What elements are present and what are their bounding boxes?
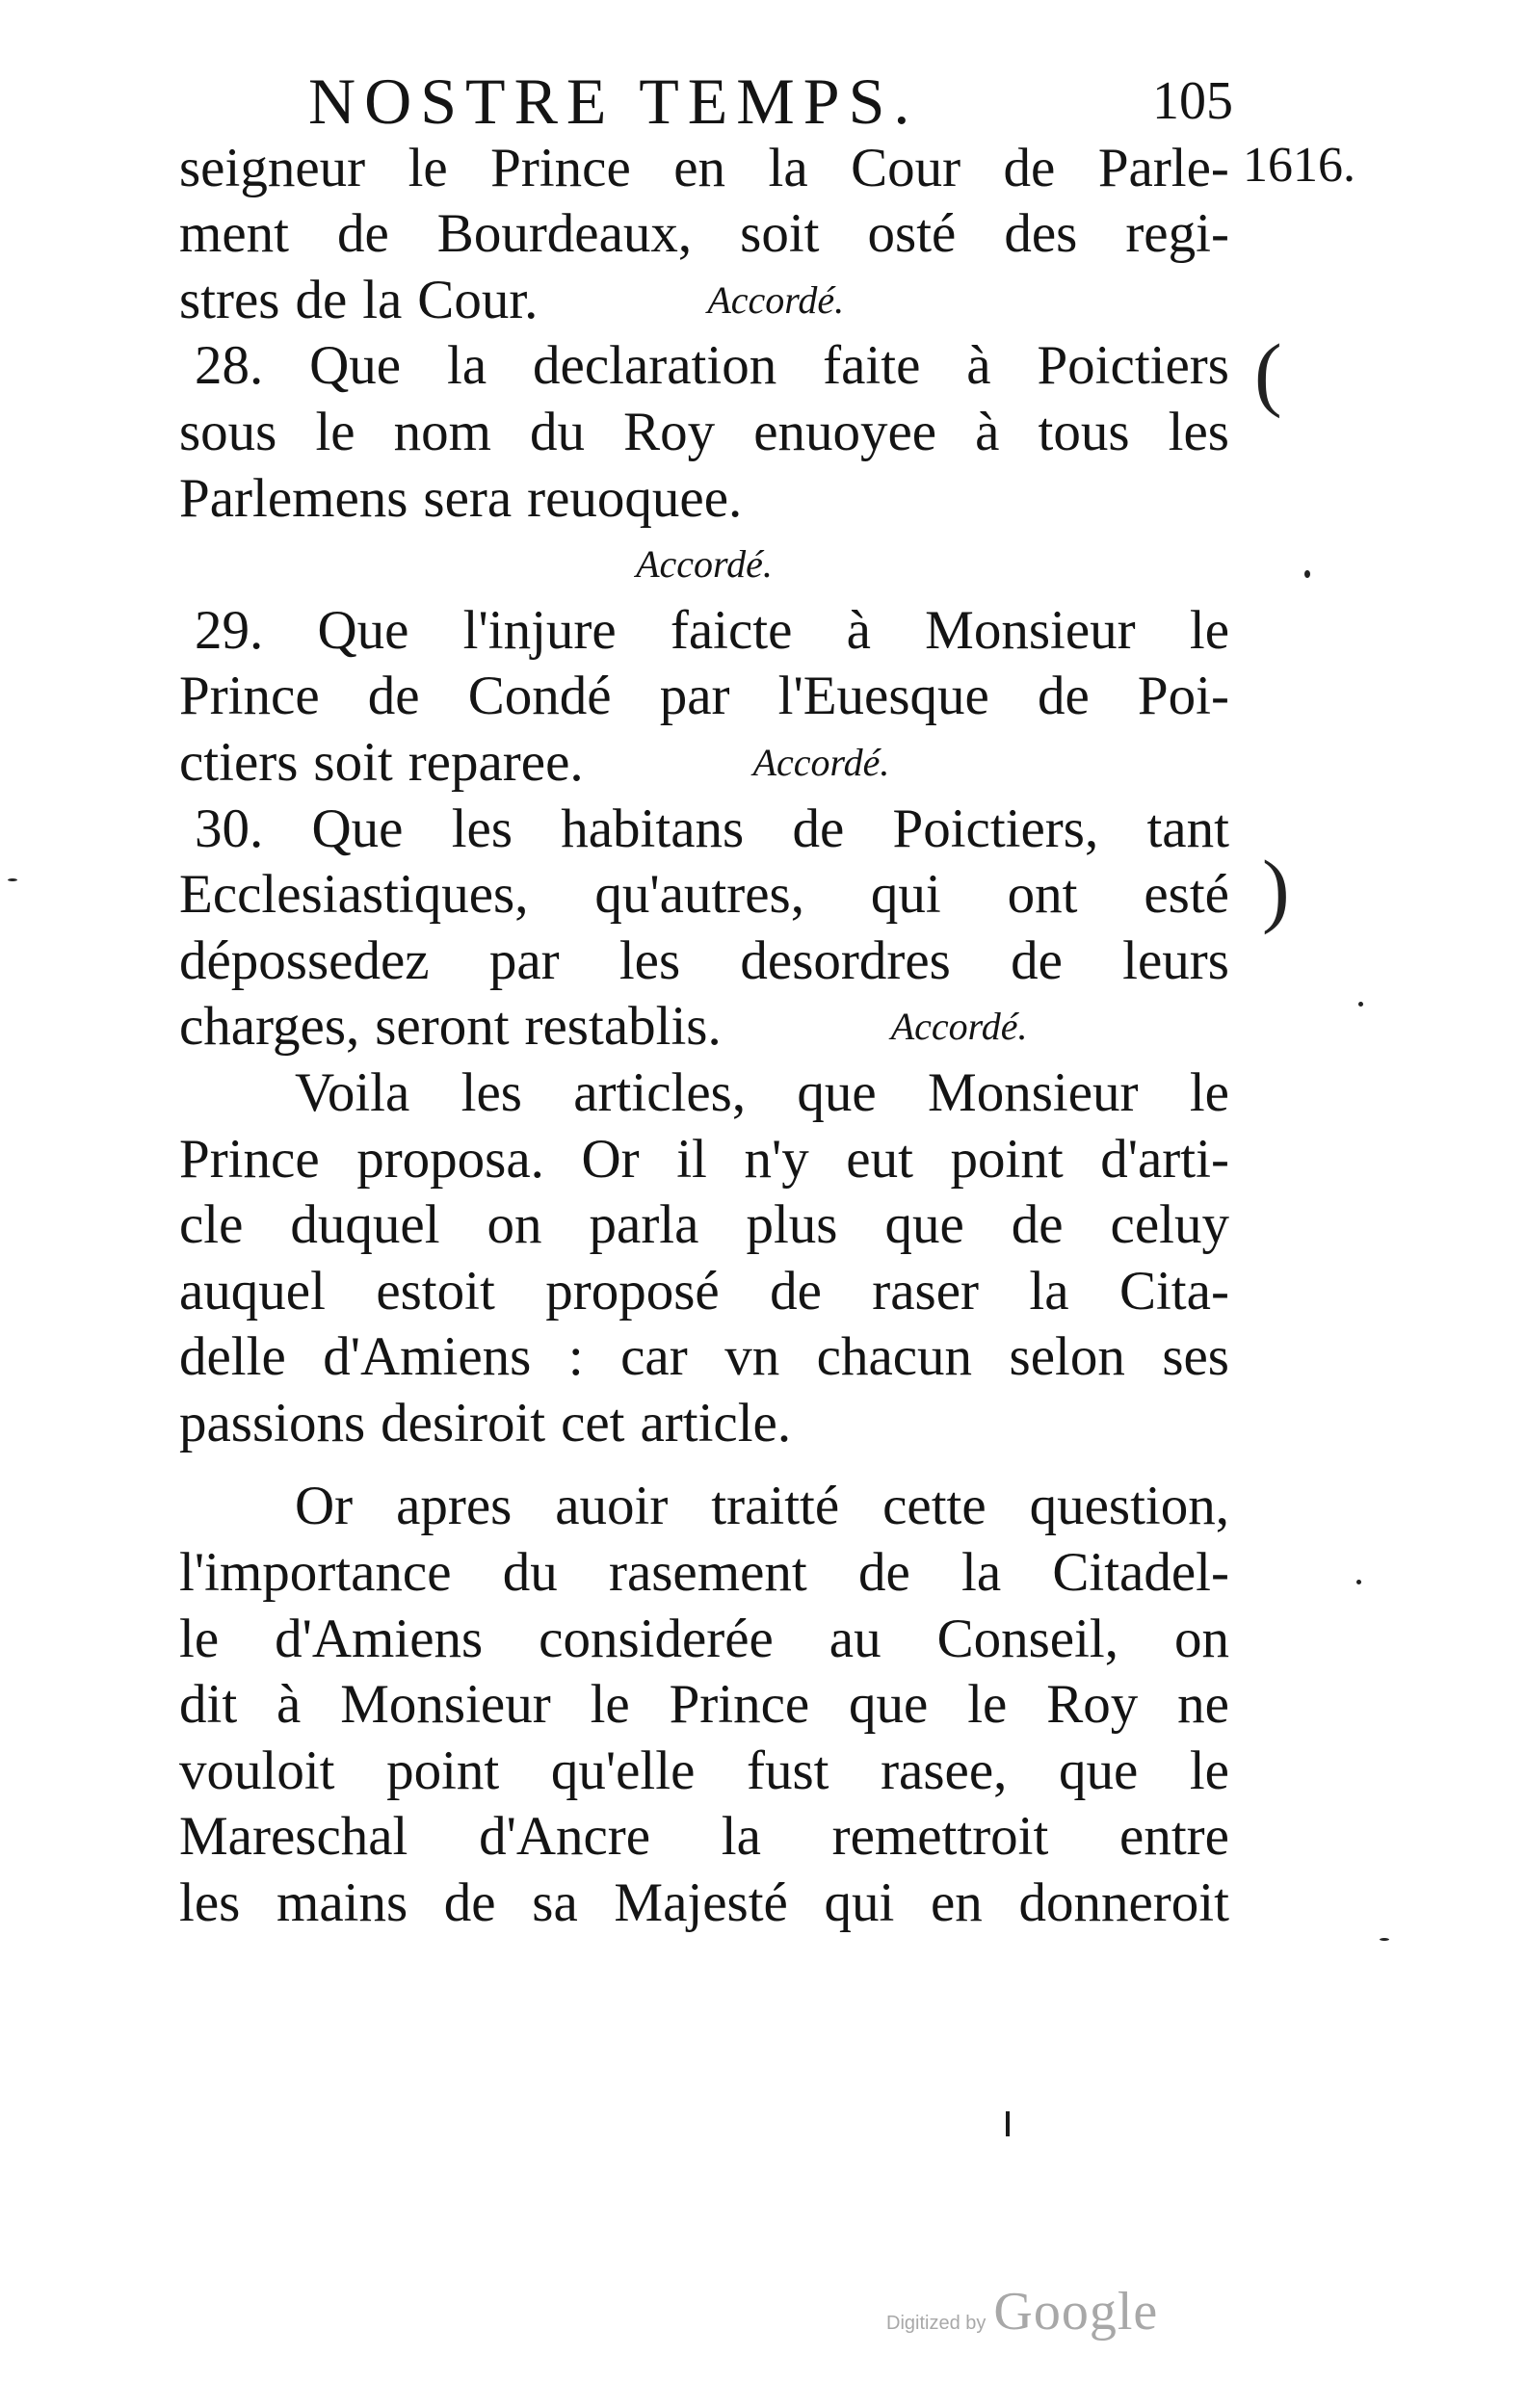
word: rasee,: [881, 1740, 1008, 1801]
word: Majesté: [614, 1872, 788, 1934]
word: n'y: [744, 1128, 809, 1190]
word: Poi-: [1137, 666, 1229, 727]
word: :: [567, 1326, 584, 1388]
word: Condé: [467, 666, 612, 727]
word: Cita-: [1118, 1260, 1229, 1322]
word: faite: [823, 335, 921, 397]
word: sera: [423, 467, 513, 529]
word: le: [315, 401, 355, 462]
text-line: [179, 1539, 1229, 1606]
ink-speck: [1304, 570, 1310, 578]
word: Monsieur: [340, 1674, 551, 1736]
word: le: [590, 1674, 630, 1736]
word: ont: [1007, 864, 1078, 926]
word: de: [792, 798, 845, 859]
page-number: 105: [1152, 71, 1233, 131]
word: les: [618, 929, 681, 991]
word: la: [960, 1542, 1002, 1604]
word: ment: [179, 203, 289, 265]
word: eut: [846, 1128, 913, 1190]
accorde-note: Accordé.: [890, 1005, 1028, 1049]
word: au: [829, 1608, 881, 1669]
word: mains: [276, 1872, 408, 1934]
text-line: [179, 333, 1229, 400]
word: que: [1058, 1740, 1139, 1801]
word: plus: [746, 1194, 838, 1256]
word: Conseil,: [936, 1608, 1118, 1669]
word: que: [797, 1061, 877, 1123]
word: de: [1037, 666, 1090, 727]
word: article.: [640, 1392, 792, 1453]
word: qu'autres,: [594, 864, 804, 926]
text-line: [179, 1324, 1229, 1391]
text-line: [179, 1126, 1229, 1192]
margin-note-year: 1616.: [1243, 138, 1355, 193]
word: desordres: [740, 929, 951, 991]
word: auquel: [179, 1260, 326, 1322]
word: Prince: [669, 1674, 810, 1736]
word: Citadel-: [1052, 1542, 1229, 1604]
word: soit: [740, 203, 820, 265]
word: cet: [561, 1392, 625, 1453]
ink-mark: [1006, 2111, 1010, 2136]
word: proposa.: [356, 1128, 544, 1190]
word: cette: [882, 1476, 987, 1537]
word: tant: [1146, 798, 1229, 859]
word: question,: [1029, 1476, 1229, 1537]
word: cle: [179, 1194, 244, 1256]
word: à: [276, 1674, 302, 1736]
word: qu'elle: [550, 1740, 696, 1801]
word: passions: [179, 1392, 366, 1453]
word: la: [1029, 1260, 1069, 1322]
text-line: [179, 465, 1229, 532]
word: la: [721, 1806, 761, 1868]
word: desiroit: [381, 1392, 546, 1453]
word: donneroit: [1018, 1872, 1229, 1934]
word: considerée: [539, 1608, 774, 1669]
word: d'Ancre: [479, 1806, 651, 1868]
text-line: [179, 135, 1229, 201]
word: Or: [581, 1128, 640, 1190]
word: entre: [1119, 1806, 1229, 1868]
word: restablis.: [524, 996, 722, 1058]
text-line: [179, 1738, 1229, 1804]
word: en: [673, 137, 726, 198]
word: enuoyee: [753, 401, 937, 462]
word: par: [659, 666, 730, 727]
word: soit: [313, 731, 393, 793]
word: il: [676, 1128, 707, 1190]
word: raser: [872, 1260, 980, 1322]
word: d'Amiens: [323, 1326, 532, 1388]
word: le: [1189, 1061, 1229, 1123]
word: Parle-: [1097, 137, 1229, 198]
text-line: [179, 1672, 1229, 1739]
word: apres: [396, 1476, 513, 1537]
word: Que: [309, 335, 402, 397]
text-line: [179, 532, 1229, 598]
word: tous: [1038, 401, 1130, 462]
word: l'Euesque: [777, 666, 989, 727]
body-text: [179, 135, 1229, 1936]
word: les: [1168, 401, 1229, 462]
word: stres: [179, 269, 280, 330]
word: reuoquee.: [527, 467, 743, 529]
text-line: [179, 1192, 1229, 1259]
word: des: [1004, 203, 1078, 265]
word: 28.: [195, 335, 264, 397]
word: d'Amiens: [275, 1608, 484, 1669]
word: dit: [179, 1674, 238, 1736]
word: de: [1011, 929, 1063, 991]
word: leurs: [1122, 929, 1229, 991]
word: le: [967, 1674, 1008, 1736]
word: on: [1173, 1608, 1229, 1669]
word: l'importance: [179, 1542, 452, 1604]
ink-speck: [1358, 1002, 1363, 1007]
word: la: [447, 335, 487, 397]
word: osté: [867, 203, 957, 265]
word: 29.: [195, 599, 264, 661]
word: esté: [1144, 864, 1229, 926]
word: Mareschal: [179, 1806, 408, 1868]
word: Parlemens: [179, 467, 408, 529]
text-line: [179, 1804, 1229, 1871]
word: faicte: [670, 599, 793, 661]
word: regi-: [1125, 203, 1229, 265]
word: Cour.: [417, 269, 539, 330]
word: sa: [532, 1872, 578, 1934]
word: d'arti-: [1100, 1128, 1229, 1190]
word: de: [295, 269, 348, 330]
word: nom: [393, 401, 491, 462]
word: Or: [295, 1476, 354, 1537]
text-line: [179, 862, 1229, 929]
text-line: [179, 201, 1229, 268]
word: auoir: [555, 1476, 669, 1537]
word: que: [849, 1674, 929, 1736]
word: de: [1003, 137, 1056, 198]
word: Poictiers,: [892, 798, 1099, 859]
word: sous: [179, 401, 277, 462]
word: Ecclesiastiques,: [179, 864, 529, 926]
word: du: [502, 1542, 558, 1604]
word: Prince: [179, 1128, 320, 1190]
word: seigneur: [179, 137, 366, 198]
word: à: [846, 599, 871, 661]
text-line: [179, 1870, 1229, 1936]
word: fust: [746, 1740, 829, 1801]
word: declaration: [533, 335, 777, 397]
word: parla: [589, 1194, 699, 1256]
word: Bourdeaux,: [436, 203, 693, 265]
text-line: [179, 796, 1229, 862]
word: traitté: [711, 1476, 840, 1537]
word: proposé: [545, 1260, 720, 1322]
text-line: [179, 267, 1229, 333]
word: les: [179, 1872, 241, 1934]
word: reparee.: [408, 731, 584, 793]
word: rasement: [608, 1542, 807, 1604]
word: chacun: [816, 1326, 973, 1388]
word: Poictiers: [1037, 335, 1229, 397]
word: seront: [375, 996, 510, 1058]
word: la: [362, 269, 403, 330]
word: qui: [824, 1872, 895, 1934]
word: le: [408, 137, 448, 198]
word: charges,: [179, 996, 360, 1058]
word: les: [451, 798, 513, 859]
word: estoit: [376, 1260, 495, 1322]
word: delle: [179, 1326, 286, 1388]
word: Que: [317, 599, 409, 661]
word: à: [966, 335, 991, 397]
word: de: [336, 203, 389, 265]
word: l'injure: [462, 599, 617, 661]
paragraph-gap: [179, 1456, 1229, 1474]
watermark-prefix: Digitized by: [886, 2313, 987, 2334]
word: le: [1189, 1740, 1229, 1801]
word: habitans: [561, 798, 745, 859]
ink-speck: [1380, 1938, 1389, 1941]
word: à: [975, 401, 1000, 462]
word: vn: [724, 1326, 780, 1388]
word: Prince: [179, 666, 320, 727]
word: Que: [311, 798, 404, 859]
word: ses: [1162, 1326, 1229, 1388]
word: Roy: [1046, 1674, 1139, 1736]
word: point: [386, 1740, 500, 1801]
page-header: [308, 58, 1233, 144]
word: vouloit: [179, 1740, 335, 1801]
word: Prince: [490, 137, 631, 198]
word: on: [487, 1194, 542, 1256]
text-line: [179, 1474, 1229, 1540]
ink-bracket-mark: (: [1254, 327, 1282, 419]
text-line: [179, 1390, 1229, 1456]
running-head: NOSTRE TEMPS.: [308, 65, 919, 138]
word: point: [950, 1128, 1064, 1190]
word: de: [1011, 1194, 1064, 1256]
ink-speck: [1356, 1580, 1361, 1584]
word: qui: [870, 864, 941, 926]
word: dépossedez: [179, 929, 430, 991]
word: par: [488, 929, 560, 991]
word: le: [1189, 599, 1229, 661]
text-line: [179, 597, 1229, 664]
word: de: [443, 1872, 496, 1934]
word: remettroit: [831, 1806, 1049, 1868]
accorde-note: Accordé.: [752, 740, 890, 784]
text-line: [179, 399, 1229, 465]
word: Voila: [295, 1061, 410, 1123]
accorde-note: Accordé.: [636, 542, 773, 587]
word: du: [530, 401, 586, 462]
word: en: [931, 1872, 983, 1934]
word: que: [884, 1194, 964, 1256]
text-line: [179, 1606, 1229, 1672]
word: la: [768, 137, 808, 198]
word: le: [179, 1608, 220, 1669]
word: selon: [1009, 1326, 1125, 1388]
accorde-note: Accordé.: [707, 277, 845, 322]
word: Cour: [851, 137, 961, 198]
ink-speck: [8, 878, 17, 881]
word: de: [367, 666, 420, 727]
word: 30.: [195, 798, 264, 859]
word: de: [770, 1260, 822, 1322]
text-line: [179, 1258, 1229, 1324]
google-logo: Google: [993, 2282, 1159, 2342]
word: celuy: [1110, 1194, 1229, 1256]
text-line: [179, 928, 1229, 994]
word: ctiers: [179, 731, 299, 793]
word: Monsieur: [925, 599, 1136, 661]
word: articles,: [573, 1061, 747, 1123]
text-line: [179, 1060, 1229, 1126]
word: duquel: [290, 1194, 440, 1256]
text-line: [179, 664, 1229, 730]
word: de: [857, 1542, 910, 1604]
text-line: [179, 729, 1229, 796]
word: car: [620, 1326, 688, 1388]
digitized-watermark: [886, 2281, 1158, 2343]
ink-bracket-mark: ): [1262, 843, 1290, 935]
word: Monsieur: [928, 1061, 1139, 1123]
text-line: [179, 994, 1229, 1060]
word: Roy: [623, 401, 716, 462]
word: ne: [1177, 1674, 1229, 1736]
word: les: [460, 1061, 522, 1123]
